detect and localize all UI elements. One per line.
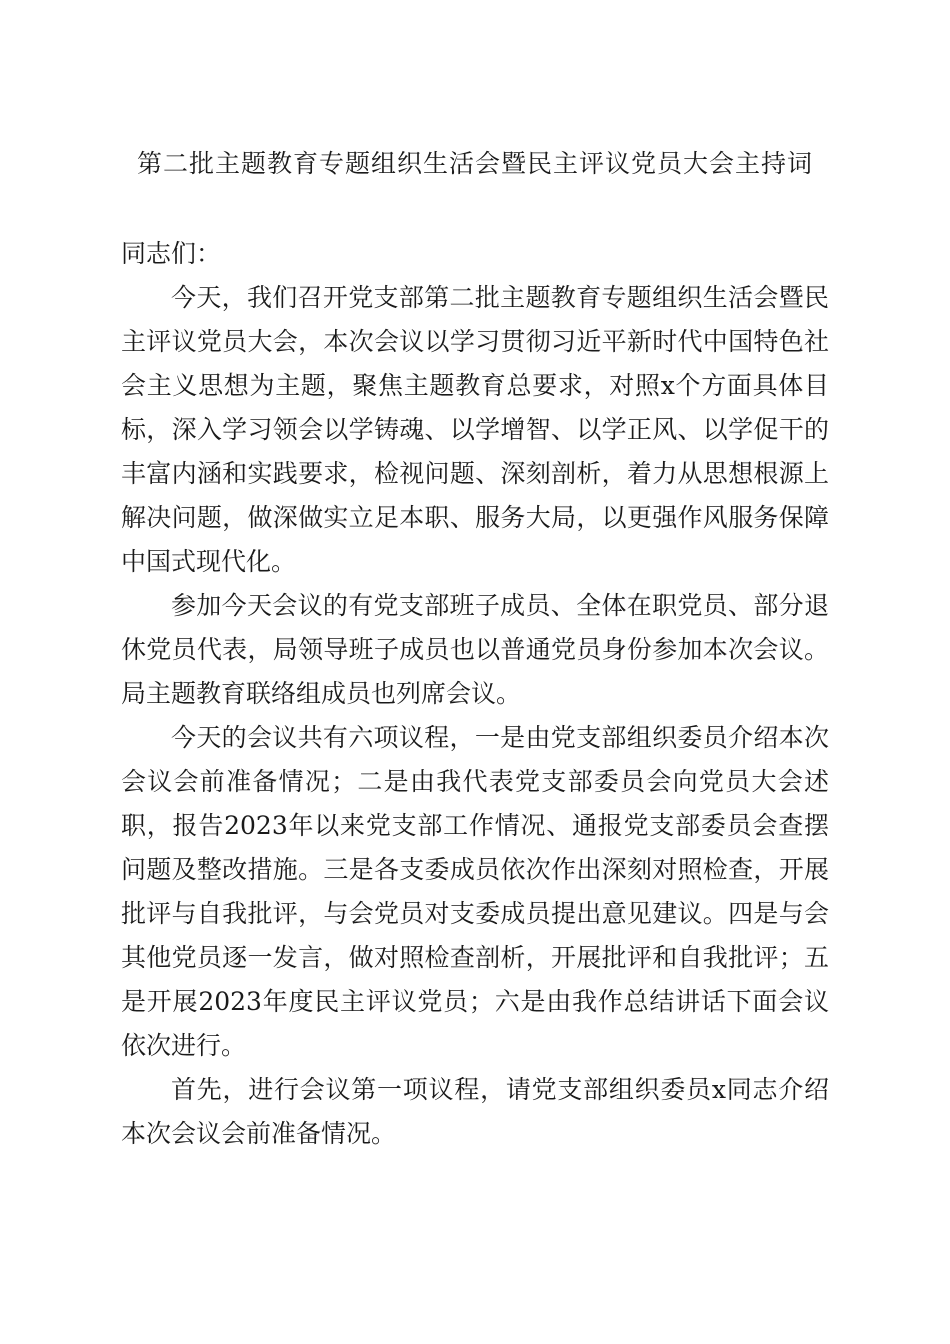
paragraph-first-item: 首先，进行会议第一项议程，请党支部组织委员x同志介绍本次会议会前准备情况。 — [121, 1075, 829, 1148]
document-title: 第二批主题教育专题组织生活会暨民主评议党员大会主持词 — [136, 149, 813, 178]
paragraph-agenda: 今天的会议共有六项议程，一是由党支部组织委员介绍本次会议会前准备情况；二是由我代表党支部委员会向党员大会述职，报告2023年以来党支部工作情况、通报党支部委员会查摆问题及整改措施。三是各支委成员依次作出深刻对照检查，开展批评与自我批评，与会党员对支委成员提出意见建议。四是与会其他党员逐一发言，做对照检查剖析，开展批评和自我批评；五是开展2023年度民主评议党员；六是由我作总结讲话下面会议依次进行。 — [121, 723, 829, 1060]
paragraph-attendees: 参加今天会议的有党支部班子成员、全体在职党员、部分退休党员代表，局领导班子成员也以普通党员身份参加本次会议。局主题教育联络组成员也列席会议。 — [121, 591, 829, 708]
document-body — [121, 232, 829, 1156]
salutation: 同志们： — [121, 239, 222, 268]
paragraph-opening: 今天，我们召开党支部第二批主题教育专题组织生活会暨民主评议党员大会，本次会议以学习贯彻习近平新时代中国特色社会主义思想为主题，聚焦主题教育总要求，对照x个方面具体目标，深入学习领会以学铸魂、以学增智、以学正风、以学促干的丰富内涵和实践要求，检视问题、深刻剖析，着力从思想根源上解决问题，做深做实立足本职、服务大局，以更强作风服务保障中国式现代化。 — [121, 283, 829, 576]
